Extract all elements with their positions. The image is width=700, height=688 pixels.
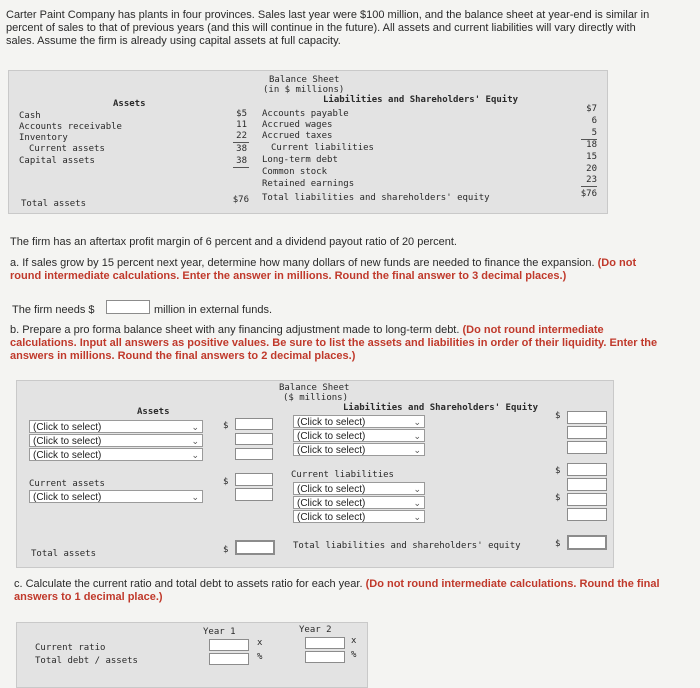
liab-select-5[interactable] <box>293 496 425 509</box>
needs-label: The firm needs $ <box>12 304 95 316</box>
needs-suffix: million in external funds. <box>154 304 273 316</box>
liab-taxes-label: Accrued taxes <box>262 131 333 141</box>
total-assets-label: Total assets <box>21 199 87 209</box>
liab-taxes-value: 5 <box>591 128 597 138</box>
asset-current-label: Current assets <box>29 144 105 154</box>
chevron-down-icon: ⌄ <box>413 417 421 427</box>
bs1-assets-header: Assets <box>113 99 146 109</box>
part-c-instruction-inline: (Do not round intermediate calculations. Round the final <box>365 578 660 590</box>
liab-input-2[interactable] <box>567 426 607 439</box>
liab-select-3-text: (Click to select) <box>297 445 366 456</box>
asset-inventory-value: 22 <box>236 131 247 141</box>
year1-times-unit: x <box>257 638 263 648</box>
asset-capital-value: 38 <box>236 156 247 166</box>
asset-select-2-text: (Click to select) <box>33 436 102 447</box>
liab-ltd-value: 15 <box>586 152 597 162</box>
liab-current-label: Current liabilities <box>271 143 374 153</box>
liab-ap-value: $7 <box>586 104 597 114</box>
asset-current-value: 38 <box>236 144 247 154</box>
asset-capital-label: Capital assets <box>19 156 95 166</box>
current-liab-input[interactable] <box>567 463 607 476</box>
bs1-liab-header: Liabilities and Shareholders' Equity <box>323 95 519 105</box>
part-c-prefix: c. Calculate the current ratio and total debt to assets ratio for each year. <box>14 578 363 590</box>
chevron-down-icon: ⌄ <box>191 422 199 432</box>
asset-select-3[interactable] <box>29 448 203 461</box>
liab-select-4-text: (Click to select) <box>297 484 366 495</box>
asset-dollar-sign: $ <box>223 421 229 431</box>
liab-input-5[interactable] <box>567 478 607 491</box>
liab-select-3[interactable] <box>293 443 425 456</box>
capital-assets-input[interactable] <box>235 488 273 501</box>
liab-select-2-text: (Click to select) <box>297 431 366 442</box>
current-liab-dollar-sign: $ <box>555 466 561 476</box>
part-a-prefix: a. If sales grow by 15 percent next year, determine how many dollars of new funds are needed to finance the expansion. <box>10 257 595 269</box>
liab-wages-value: 6 <box>591 116 597 126</box>
current-ratio-label: Current ratio <box>35 643 106 653</box>
current-assets-dollar-sign: $ <box>223 477 229 487</box>
part-b-line-1 <box>10 323 604 337</box>
chevron-down-icon: ⌄ <box>413 498 421 508</box>
liab-input-7[interactable] <box>567 508 607 521</box>
part-b-instruction-3: answers in millions. Round the final answers to 2 decimal places.) <box>10 350 356 362</box>
year2-times-unit: x <box>351 636 357 646</box>
bs2-subtitle: ($ millions) <box>283 393 349 403</box>
year-1-header: Year 1 <box>203 627 236 637</box>
asset-ar-value: 11 <box>236 120 247 130</box>
asset-total-line <box>233 167 249 168</box>
liab-select-6[interactable] <box>293 510 425 523</box>
liab-retained-value: 23 <box>586 175 597 185</box>
asset-select-3-text: (Click to select) <box>33 450 102 461</box>
balance-sheet-panel <box>8 70 608 214</box>
total-le-input[interactable] <box>567 535 607 550</box>
total-le-dollar-sign: $ <box>555 539 561 549</box>
debt-assets-year1-input[interactable] <box>209 653 249 665</box>
year-2-header: Year 2 <box>299 625 332 635</box>
current-ratio-year2-input[interactable] <box>305 637 345 649</box>
asset-select-1[interactable] <box>29 420 203 433</box>
intro-line-1: Carter Paint Company has plants in four provinces. Sales last year were $100 million, and the balance sheet at year-end is similar in <box>6 9 650 21</box>
liab-ap-label: Accounts payable <box>262 109 349 119</box>
chevron-down-icon: ⌄ <box>191 436 199 446</box>
bs1-subtitle: (in $ millions) <box>263 85 345 95</box>
debt-assets-year2-input[interactable] <box>305 651 345 663</box>
bs2-title: Balance Sheet <box>279 383 350 393</box>
part-a-line-1 <box>10 256 636 270</box>
part-c-line-1 <box>14 577 660 591</box>
ratio-panel <box>16 622 368 688</box>
liab-select-1-text: (Click to select) <box>297 417 366 428</box>
liab-ltd-label: Long-term debt <box>262 155 338 165</box>
part-b-instruction-inline: (Do not round intermediate <box>462 324 604 336</box>
bs2-current-liab-label: Current liabilities <box>291 470 394 480</box>
asset-input-1[interactable] <box>235 418 273 430</box>
asset-subtotal-line <box>233 142 249 143</box>
liab-select-4[interactable] <box>293 482 425 495</box>
liab-dollar-sign: $ <box>555 411 561 421</box>
profit-margin-text: The firm has an aftertax profit margin of 6 percent and a dividend payout ratio of 20 percent. <box>10 236 457 248</box>
liab-select-6-text: (Click to select) <box>297 512 366 523</box>
bs2-total-assets-label: Total assets <box>31 549 97 559</box>
chevron-down-icon: ⌄ <box>191 492 199 502</box>
part-a-instruction: round intermediate calculations. Enter the answer in millions. Round the final answer to 3 decimal places.) <box>10 270 567 282</box>
asset-select-4[interactable] <box>29 490 203 503</box>
part-c-instruction-2: answers to 1 decimal place.) <box>14 591 163 603</box>
liab-select-2[interactable] <box>293 429 425 442</box>
total-le-label: Total liabilities and shareholders' equity <box>262 193 490 203</box>
liab-retained-label: Retained earnings <box>262 179 355 189</box>
asset-ar-label: Accounts receivable <box>19 122 122 132</box>
current-ratio-year1-input[interactable] <box>209 639 249 651</box>
total-assets-value: $76 <box>232 195 249 205</box>
liab-input-6[interactable] <box>567 493 607 506</box>
asset-cash-label: Cash <box>19 111 41 121</box>
chevron-down-icon: ⌄ <box>413 512 421 522</box>
pro-forma-panel <box>16 380 614 568</box>
liab-current-value: 18 <box>586 140 597 150</box>
bs2-liab-header: Liabilities and Shareholders' Equity <box>343 403 539 413</box>
asset-select-1-text: (Click to select) <box>33 422 102 433</box>
year1-percent-unit: % <box>257 652 263 662</box>
total-le-value: $76 <box>580 189 597 199</box>
bs1-title: Balance Sheet <box>269 75 340 85</box>
equity-dollar-sign: $ <box>555 493 561 503</box>
bs2-total-le-label: Total liabilities and shareholders' equity <box>293 541 521 551</box>
asset-inventory-label: Inventory <box>19 133 68 143</box>
bs2-assets-header: Assets <box>137 407 170 417</box>
total-assets-dollar-sign: $ <box>223 545 229 555</box>
liab-common-label: Common stock <box>262 167 328 177</box>
liab-total-line <box>581 186 597 187</box>
asset-input-3[interactable] <box>235 448 273 460</box>
intro-line-3: sales. Assume the firm is already using capital assets at full capacity. <box>6 35 341 47</box>
external-funds-input[interactable] <box>106 300 150 314</box>
bs2-current-assets-label: Current assets <box>29 479 105 489</box>
chevron-down-icon: ⌄ <box>413 445 421 455</box>
liab-wages-label: Accrued wages <box>262 120 333 130</box>
part-b-prefix: b. Prepare a pro forma balance sheet with any financing adjustment made to long-term debt. <box>10 324 460 336</box>
asset-cash-value: $5 <box>236 109 247 119</box>
liab-input-3[interactable] <box>567 441 607 454</box>
year2-percent-unit: % <box>351 650 357 660</box>
part-a-instruction-inline: (Do not <box>597 257 637 269</box>
chevron-down-icon: ⌄ <box>413 484 421 494</box>
asset-select-4-text: (Click to select) <box>33 492 102 503</box>
intro-line-2: percent of sales to that of previous years (and this will continue in the future). All assets and current liabilities will vary directly with <box>6 22 636 34</box>
current-assets-input[interactable] <box>235 473 273 486</box>
total-assets-input[interactable] <box>235 540 275 555</box>
liab-common-value: 20 <box>586 164 597 174</box>
asset-select-2[interactable] <box>29 434 203 447</box>
debt-assets-label: Total debt / assets <box>35 656 138 666</box>
chevron-down-icon: ⌄ <box>191 450 199 460</box>
liab-select-5-text: (Click to select) <box>297 498 366 509</box>
liab-input-1[interactable] <box>567 411 607 424</box>
liab-select-1[interactable] <box>293 415 425 428</box>
part-b-instruction-2: calculations. Input all answers as positive values. Be sure to list the assets and liabilities in order of their liquidity. Enter the <box>10 337 658 349</box>
chevron-down-icon: ⌄ <box>413 431 421 441</box>
asset-input-2[interactable] <box>235 433 273 445</box>
